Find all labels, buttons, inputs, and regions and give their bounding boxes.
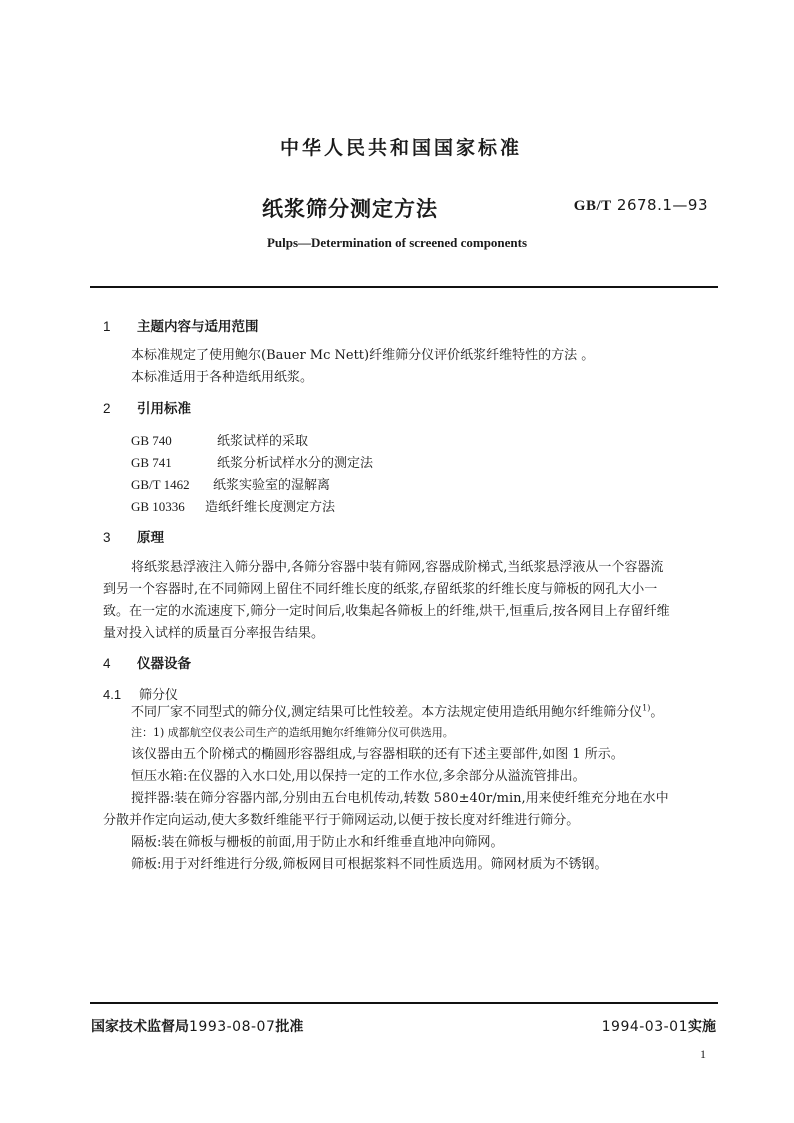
section-4-heading xyxy=(103,652,191,672)
section-4-title: 仪器设备 xyxy=(137,656,191,672)
national-standard-heading: 中华人民共和国国家标准 xyxy=(279,137,522,159)
reference-item xyxy=(131,430,308,449)
effective-suffix: 实施 xyxy=(688,1019,716,1035)
section-1-title: 主题内容与适用范围 xyxy=(137,319,259,335)
approval-suffix: 批准 xyxy=(275,1019,304,1035)
section-1-heading xyxy=(103,315,259,335)
section-3-heading xyxy=(103,526,164,546)
reference-item xyxy=(131,452,373,471)
subsection-4-1-number: 4.1 xyxy=(103,687,122,702)
paragraph-line: 分散并作定向运动,使大多数纤维能平行于筛网运动,以便于按长度对纤维进行筛分。 xyxy=(103,813,580,828)
effective-line xyxy=(602,1016,716,1036)
section-1-number: 1 xyxy=(103,319,111,334)
subsection-4-1-title: 筛分仪 xyxy=(139,688,179,703)
reference-item xyxy=(131,496,335,515)
reference-code: GB 741 xyxy=(131,455,172,470)
effective-date: 1994-03-01 xyxy=(601,1019,688,1035)
reference-item xyxy=(131,474,330,493)
reference-title: 纸浆实验室的湿解离 xyxy=(213,478,331,493)
section-3-number: 3 xyxy=(103,530,111,545)
paragraph-line: 隔板:装在筛板与栅板的前面,用于防止水和纤维垂直地冲向筛网。 xyxy=(131,835,504,850)
paragraph-line: 致。在一定的水流速度下,筛分一定时间后,收集起各筛板上的纤维,烘干,恒重后,按各网目上存留纤维 xyxy=(103,604,670,619)
approval-date: 1993-08-07 xyxy=(189,1019,276,1035)
footnote: 注：1) 成都航空仪表公司生产的造纸用鲍尔纤维筛分仪可供选用。 xyxy=(131,726,454,739)
paragraph-line: 到另一个容器时,在不同筛网上留住不同纤维长度的纸浆,存留纸浆的纤维长度与筛板的网孔大小一 xyxy=(103,582,658,597)
document-title: 纸浆筛分测定方法 xyxy=(262,197,438,221)
paragraph-line xyxy=(131,701,663,720)
reference-title: 纸浆分析试样水分的测定法 xyxy=(217,456,374,471)
paragraph-line: 将纸浆悬浮液注入筛分器中,各筛分容器中装有筛网,容器成阶梯式,当纸浆悬浮液从一个容器流 xyxy=(131,560,664,575)
paragraph-line: 本标准规定了使用鲍尔(Bauer Mc Nett)纤维筛分仪评价纸浆纤维特性的方法 。 xyxy=(131,348,595,363)
paragraph-line: 搅拌器:装在筛分容器内部,分别由五台电机传动,转数 580±40r/min,用来使纤维充分地在水中 xyxy=(131,791,669,806)
approval-line xyxy=(91,1016,303,1036)
reference-title: 纸浆试样的采取 xyxy=(217,434,309,449)
paragraph-line: 筛板:用于对纤维进行分级,筛板网目可根据浆料不同性质选用。筛网材质为不锈钢。 xyxy=(131,857,608,872)
header-divider xyxy=(90,286,718,288)
page-number: 1 xyxy=(700,1047,706,1061)
reference-code: GB 10336 xyxy=(131,499,185,514)
english-title: Pulps—Determination of screened components xyxy=(266,235,528,250)
approving-authority: 国家技术监督局 xyxy=(91,1019,189,1035)
paragraph-end: 。 xyxy=(650,705,664,720)
paragraph-line: 恒压水箱:在仪器的入水口处,用以保持一定的工作水位,多余部分从溢流管排出。 xyxy=(131,769,586,784)
section-4-number: 4 xyxy=(103,656,111,671)
footnote-marker: 1) xyxy=(642,703,651,713)
section-3-title: 原理 xyxy=(137,530,164,546)
reference-title: 造纸纤维长度测定方法 xyxy=(205,500,336,515)
section-2-number: 2 xyxy=(103,401,111,416)
reference-code: GB/T 1462 xyxy=(131,477,190,492)
footer-divider xyxy=(90,1002,718,1004)
paragraph-line: 量对投入试样的质量百分率报告结果。 xyxy=(103,626,325,641)
section-2-heading xyxy=(103,397,191,417)
section-2-title: 引用标准 xyxy=(137,401,191,417)
paragraph-line: 本标准适用于各种造纸用纸浆。 xyxy=(131,370,314,385)
standard-number xyxy=(574,196,708,215)
standard-number-prefix: GB/T xyxy=(573,198,612,214)
paragraph-line: 该仪器由五个阶梯式的椭圆形容器组成,与容器相联的还有下述主要部件,如图 1 所示。 xyxy=(131,747,624,762)
paragraph-text: 不同厂家不同型式的筛分仪,测定结果可比性较差。本方法规定使用造纸用鲍尔纤维筛分仪 xyxy=(131,705,643,720)
standard-number-value: 2678.1—93 xyxy=(616,196,708,214)
reference-code: GB 740 xyxy=(131,433,172,448)
